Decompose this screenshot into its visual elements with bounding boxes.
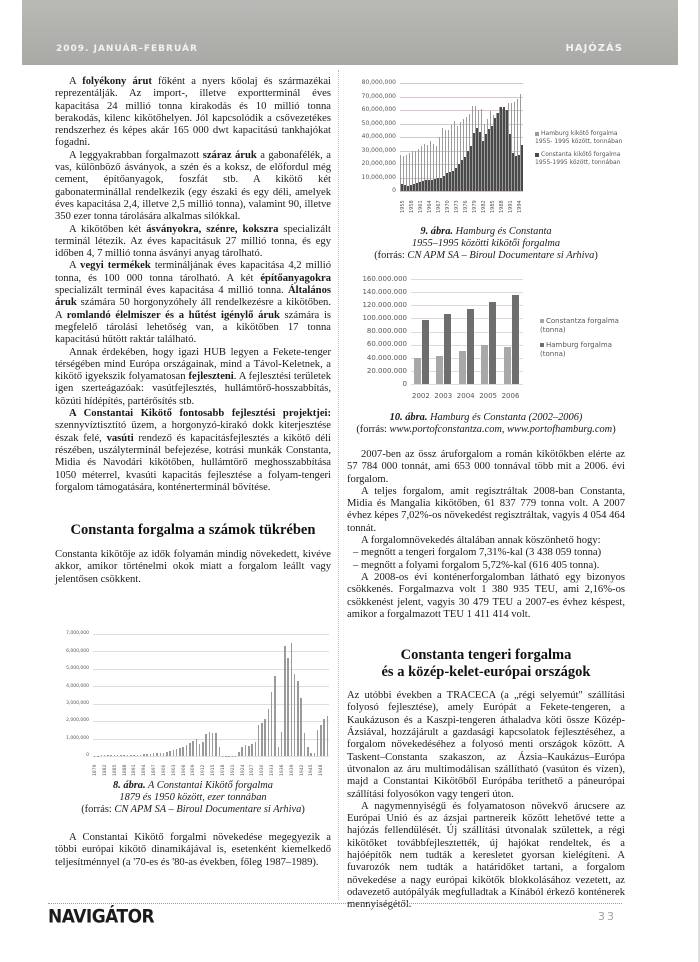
bar [173,750,174,756]
legend-item [540,341,630,359]
y-axis-tick-label: 140.000.000 [362,287,407,296]
bar [407,186,408,191]
paragraph-2008-total: A teljes forgalom, amit regisztráltak 2008-ban Constanta, Midia és Mangalia kikötőben, 61 837 779 tonna volt. A 2007 évhez képes 7,02%-os növekedést regisztráltak, vagyis 4 054 464 tonnát. [347,485,625,534]
bar [467,309,474,384]
bar [261,723,262,756]
bar [425,180,426,191]
y-axis-tick-label: 70,000,000 [361,92,396,100]
figure-9-legend [535,130,635,172]
legend-swatch-icon [540,343,544,347]
bar [314,753,315,756]
legend-label: Constantza forgalma (tonna) [540,317,619,334]
bar [436,356,443,384]
bar [258,725,259,756]
x-axis-tick-label: 1909 [191,764,197,776]
bar [489,302,496,384]
bar [512,153,513,191]
x-axis-tick-label: 1891 [132,764,138,776]
bar [481,345,488,384]
bar [114,755,115,756]
paragraph-projects: A Constantai Kikötő fontosabb fejlesztési projektjei: szennyvíztisztító üzem, a horgonyzó-kirakó dokk kiterjesztése észak felé, vasúti rendező és kapacitásfejlesztés a kikötő déli részében, uszályterminál befejezése, kotrási munkák Constanta, Midia és Navodári kikötőben, hullámtörő meghosszabbítása 1050 méterrel, kvasúti kapacitás fejlesztése a folyam-tengeri forgalom támogatására, konténerterminál bővítése. [55,408,331,493]
y-axis-tick-label: 40,000,000 [361,133,396,141]
y-axis-tick-label: 160.000.000 [362,274,407,283]
bar [219,747,220,756]
bar [518,155,519,191]
paragraph-growth-dynamics: A Constantai Kikötő forgalmi növekedése megegyezik a többi európai kikötő dinamikájával is, esetenként kiemelkedő teljesítménnyel (a '70-es és '80-as években, főleg 1987–1989). [55,832,331,868]
bar [117,755,118,756]
y-axis-tick-label: 80.000.000 [366,327,407,336]
figure-8-plot-area [66,631,329,776]
bar [192,741,193,756]
y-axis-tick-label: 120.000.000 [362,301,407,310]
legend-item [540,317,630,335]
x-axis-tick-label: 1885 [112,764,118,776]
x-axis-tick-label: 1976 [463,200,469,213]
bar [443,176,444,191]
y-axis-tick-label: 100.000.000 [362,314,407,323]
bar [130,755,131,756]
x-axis-tick-label: 1897 [152,764,157,776]
gridline [411,384,523,385]
paragraph-chemicals: A vegyi termékek termináljának éves kapacitása 4,2 millió tonna, és 100 000 tonna tárolható. A két építőanyagokra specializált terminál éves kapacitása 4 millió tonna. Általános áruk számára 50 horgonyzóhely áll rendelkezésre a kikötőben. A romlandó élelmiszer és a hűtést igénylő áruk számára is megfelelő tárolási lehetőség van, a kikötőben 17 tonna kapacitású hűtött raktár található. [55,260,332,346]
bar [521,145,522,191]
bar [104,755,105,756]
bar [264,719,265,756]
x-axis-tick-label: 2005 [479,392,498,400]
x-axis-tick-label: 1958 [409,200,415,213]
bar [464,157,465,191]
gridline [93,669,329,670]
y-axis-tick-label: 7,000,000 [66,631,89,637]
bar [245,745,246,756]
y-axis-tick-label: 3,000,000 [66,701,89,706]
figure-10-plot-area [362,274,523,400]
bar [251,744,252,756]
paragraph-growth-intro: Constanta kikötője az idők folyamán mindig növekedett, kivéve akkor, amikor történelmi okok miatt a forgalom leállt vagy jelentősen csökkent. [55,549,331,585]
figure-9-plot-area [361,79,523,213]
gridline [411,305,523,306]
bar [497,113,498,191]
legend-swatch-icon [535,132,539,136]
bar [473,133,474,191]
bar [401,184,402,191]
y-axis-tick-label: 0 [402,379,407,388]
y-axis-tick-label: 1,000,000 [66,735,89,741]
bar [169,751,170,756]
bar [107,755,108,756]
figure-8-chart [55,632,331,782]
bar [444,314,451,384]
legend-item [535,130,635,145]
issue-date: 2009. JANUÁR–FEBRUÁR [56,44,198,54]
bar [156,753,157,756]
bar [416,183,417,191]
bar [476,128,477,191]
bar [485,134,486,191]
bar [509,134,510,191]
x-axis-tick-label: 1939 [289,764,295,776]
bar [414,358,421,384]
paragraph-dry-goods: A leggyakrabban forgalmazott száraz áruk a gabonafélék, a vas, különböző ásványok, a szén és a koksz, de előfordul még cement, építőanyagok, foszfát stb. A kikötő két gabonaterminállal rendelkezik (egy északi és egy déli, amelyek éves kapacitása 2,4, illetve 2,5 millió tonna), valamint 90, illetve 350 ezer tonna tárolására alkalmas silókkal. [55,149,331,223]
bar [137,755,138,756]
section-heading-numbers: Constanta forgalma a számok tükrében [70,522,316,539]
x-axis-tick-label: 1894 [142,764,148,776]
bar [238,752,239,756]
bar [297,681,298,756]
x-axis-tick-label: 1900 [161,764,167,776]
legend-swatch-icon [540,319,544,323]
x-axis-tick-label: 1948 [319,764,325,776]
bar [160,753,161,756]
x-axis-tick-label: 1915 [211,764,216,776]
x-axis-tick-label: 1888 [122,764,128,776]
paragraph-container-traffic: A 2008-os évi konténerforgalomban látható egy bizonyos csökkenés. Forgalmazva volt 1 380 935 TEU, ami 2,16%-os csökkenést jelent, vagyis 30 479 TEU a 2007-es évhez késpest, amikor a forgalmazott TEU 1 411 414 volt. [347,571,625,620]
y-axis-tick-label: 50,000,000 [361,119,396,127]
gridline [411,279,523,280]
bar [479,132,480,191]
y-axis-tick-label: 0 [86,753,89,759]
bar [310,753,311,756]
section-title: HAJÓZÁS [565,43,623,54]
bar [291,643,292,756]
list-item: – megnőtt a folyami forgalom 5,72%-kal (616 405 tonna). [353,559,600,571]
x-axis-tick-label: 1970 [445,200,451,213]
bar [482,141,483,191]
paragraph-growth-reasons: A forgalomnövekedés általában annak köszönhető hogy: [361,535,601,547]
list-item: – megnőtt a tengeri forgalom 7,31%-kal (3 438 059 tonna) [353,547,602,559]
gridline [411,292,523,293]
left-column [55,76,331,586]
x-axis-tick-label: 1961 [418,200,424,213]
bar [133,755,134,756]
y-axis-tick-label: 20.000.000 [366,366,407,375]
page-header [22,0,678,65]
bar [248,746,249,756]
bar [440,178,441,192]
bar [153,753,154,756]
bar [488,129,489,191]
x-axis-tick-label: 1979 [472,200,478,213]
bar [274,676,275,756]
bar [123,755,124,756]
footer-divider [48,903,622,904]
x-axis-tick-label: 1882 [102,764,108,776]
x-axis-tick-label: 1964 [427,200,433,213]
bar [146,754,147,756]
right-column [347,449,625,912]
bar [422,320,429,384]
x-axis-tick-label: 1945 [309,764,315,776]
bar [446,173,447,191]
bar [196,739,197,756]
x-axis-tick-label: 1994 [517,200,523,213]
y-axis-tick-label: 2,000,000 [66,718,89,724]
bar [140,755,141,756]
y-axis-tick-label: 40.000.000 [366,353,407,362]
bar [186,745,187,756]
bar [176,749,177,756]
legend-label: Hamburg forgalma (tonna) [540,341,612,358]
x-axis-tick-label: 1933 [270,764,275,776]
bar [120,755,121,756]
figure-10-chart [345,275,680,400]
x-axis-tick-label: 1985 [490,200,496,213]
y-axis-tick-label: 30,000,000 [361,146,396,154]
left-column-bottom [55,832,331,869]
legend-label: Constanta kikötő forgalma 1955-1995 között, tonnában [535,151,621,166]
paragraph-liquid-goods: A folyékony árut főként a nyers kőolaj és származékai reprezentálják. Az import-, illetve exportterminál éves kapacitása 24 millió tonna kirakodás és 10 millió tonna berakodás, kilenc kikötőhelyen. Jól kapcsolódik a csővezetékes rendszerhez és képes akár 165 000 dwt kapacitású tankhajókat fogadni. [55,76,331,149]
y-axis-tick-label: 20,000,000 [361,160,396,168]
bar [300,698,301,756]
y-axis-tick-label: 80,000,000 [361,79,396,87]
bar [166,752,167,756]
x-axis-tick-label: 1903 [171,764,177,776]
bar [212,733,213,756]
figure-10-legend [540,317,630,365]
x-axis-tick-label: 1967 [436,200,442,213]
bar [209,732,210,756]
bar [278,747,279,756]
bar [461,160,462,191]
bar [307,747,308,756]
gridline [400,191,523,192]
paragraph-traceca: Az utóbbi években a TRACECA (a „régi selyemút" szállítási folyosó fejlesztése), amely Európát a Fekete-tengeren, a Kaukázuson és a Kaszpi-tengeren áthaladva köti össze Közép-Ázsiával, hozzájárult a gazdasági kapcsolatok fejlesztéséhez, a forgalom növekedéséhez a folyosó menti országok között. A Taskent–Constanta szakaszon, az Ázsia–Kaukázus–Európa útvonalon az áru multimodálisan szállítható (vasúton és vízen), majd a Constantai Kikötőből Európába teríthető a páneurópai szállítási folyosókon vagy tengeri úton. [347,690,625,800]
bar [491,126,492,191]
x-axis-tick-label: 1912 [201,764,207,776]
x-axis-tick-label: 1955 [400,200,406,213]
gridline [93,756,329,757]
bar [304,733,305,756]
bar [413,184,414,191]
bar [515,156,516,191]
column-divider [338,70,339,900]
y-axis-tick-label: 6,000,000 [66,648,89,654]
bar [410,185,411,191]
magazine-logo: NAVIGÁTOR [48,906,155,928]
y-axis-tick-label: 0 [392,187,396,195]
x-axis-tick-label: 1924 [240,764,246,776]
figure-8-caption: 8. ábra. A Constantai Kikötő forgalma 1879 és 1950 között, ezer tonnában (forrás: CN APM SA – Biroul Documentare si Arhiva) [81,780,305,815]
paragraph-2007-total: 2007-ben az össz áruforgalom a román kikötőkben elérte az 57 784 000 tonnát, ami 653 000 tonnával több mit a 2006. évi forgalom. [347,449,625,485]
bar [281,732,282,756]
x-axis-tick-label: 2006 [501,392,520,400]
bar [189,743,190,756]
bar [422,181,423,191]
bar [317,730,318,756]
x-axis-tick-label: 1906 [181,764,187,776]
bar [143,754,144,756]
bar [287,658,288,756]
bar [404,185,405,191]
paragraph-hub: Annak érdekében, hogy igazi HUB legyen a Fekete-tenger térségében mind Európa országainak, mind a Távol-Keletnek, a kikötő igyekszik folyamatosan fejleszteni. A fejlesztési területek igen szerteágazóak: vasútfejlesztés, hullámtörő-hosszabbítás, közúti hídépítés, partérősítés stb. [55,346,331,407]
x-axis-tick-label: 2004 [456,392,475,400]
y-axis-tick-label: 60.000.000 [366,340,407,349]
bar [431,180,432,191]
x-axis-tick-label: 1927 [250,764,256,776]
bar [199,744,200,756]
bar [163,753,164,756]
bar [459,351,466,384]
bar [320,725,321,756]
x-axis-tick-label: 1918 [220,764,226,776]
bar [504,347,511,384]
bar [419,182,420,191]
bar [241,747,242,756]
x-axis-tick-label: 1988 [499,200,505,213]
bar [182,747,183,756]
y-axis-tick-label: 60,000,000 [361,106,396,114]
bar [110,755,111,756]
bar [179,748,180,756]
paragraph-minerals: A kikötőben két ásványokra, szénre, kokszra specializált terminál létezik. Az éves kapacitásuk 27 millió tonna, és egy időben 4, 7 millió tonna ásványi anyag tárolható. [55,223,331,260]
x-axis-tick-label: 1930 [260,764,266,776]
bar [512,295,519,384]
bar [437,178,438,191]
figure-10-caption: 10. ábra. Hamburg és Constanta (2002–2006) (forrás: www.portofconstantza.com, www.portofhamburg.com) [356,412,616,435]
gridline [400,83,523,84]
x-axis-tick-label: 2003 [434,392,453,400]
x-axis-tick-label: 1973 [454,200,460,213]
figure-9-chart [345,80,680,220]
x-axis-tick-label: 1879 [93,764,98,776]
growth-reasons-list [347,547,625,572]
gridline [93,634,329,635]
bar [503,107,504,191]
bar [268,709,269,756]
bar [271,692,272,756]
bar [458,164,459,191]
bar [327,716,328,756]
bar [150,754,151,756]
bar [452,171,453,191]
bar [205,734,206,756]
x-axis-tick-label: 1942 [299,764,305,776]
x-axis-tick-label: 1982 [481,200,487,213]
y-axis-tick-label: 4,000,000 [66,683,89,689]
bar [500,107,501,191]
bar [455,168,456,191]
gridline [400,97,523,98]
bar [202,742,203,756]
legend-item [535,151,635,166]
x-axis-tick-label: 2002 [412,392,430,400]
x-axis-tick-label: 1921 [230,764,236,776]
bar [506,110,507,191]
bar [101,755,102,756]
bar [215,733,216,756]
bar [428,180,429,191]
bar [494,118,495,191]
bar [449,172,450,191]
page-number: 33 [598,910,616,923]
gridline [93,651,329,652]
x-axis-tick-label: 1991 [508,200,514,213]
bar [323,719,324,756]
bar [434,179,435,191]
x-axis-tick-label: 1936 [279,764,285,776]
legend-swatch-icon [535,153,539,157]
paragraph-trade-growth: A nagymennyiségű és folyamatoson növekvő árucsere az Európai Unió és az ázsjai partnereik között lehetővé tette a hajózás fellendülését. Új szállítási útvonalak születtek, a régi kikötőket továbbfejlesztették, új hajókat rendeltek, és a hajóépítők nem tudták a keresletet gyorsan kielégíteni. A fuvarozók nem tudták a határidőket tartani, a forgalom növekedése a nagy európai kikötők blokkolásához vezetett, az odavezető autópályák megfulladtak a Kínából érkező konténerek mennyiségétől. [347,800,625,911]
bar [467,151,468,192]
bar [255,742,256,756]
bar [127,755,128,756]
bar [470,146,471,191]
bar [284,646,285,756]
figure-9-caption: 9. ábra. Hamburg és Constanta 1955–1995 közötti kikötői forgalma (forrás: CN APM SA – Biroul Documentare si Arhiva) [374,226,598,261]
legend-label: Hamburg kikötő forgalma 1955- 1995 között, tonnában [535,130,623,145]
y-axis-tick-label: 10,000,000 [361,173,396,181]
y-axis-tick-label: 5,000,000 [66,666,89,672]
section-heading-sea-traffic: Constanta tengeri forgalma és a közép-kelet-európai országok [381,647,591,681]
bar [294,674,295,756]
